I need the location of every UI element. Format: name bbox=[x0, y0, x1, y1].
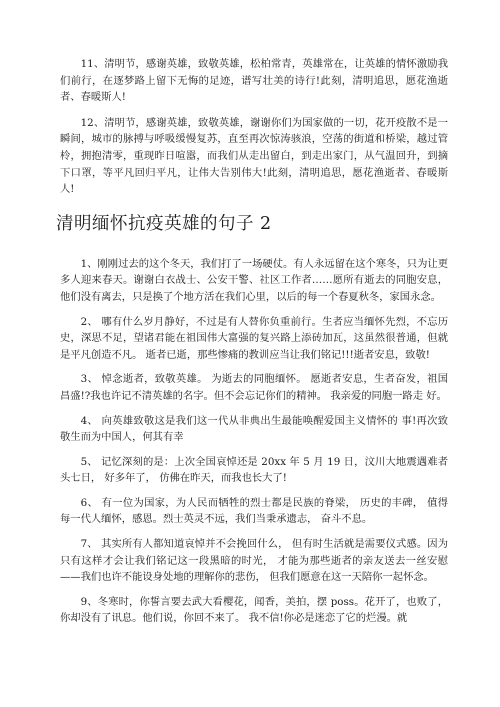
section-title: 清明缅怀抗疫英雄的句子 2 bbox=[56, 213, 272, 234]
section-paragraph-4: 4、 向英雄致敬这是我们这一代从非典出生最能唤醒爱国主义情怀的 事!再次致 敬生而为中国人，何其有幸 bbox=[60, 414, 448, 444]
section-paragraph-3: 3、 悼念逝者，致敬英雄。 为逝去的同胞缅怀。 愿逝者安息，生者奋发，祖国 昌盛!?我也许记不清英雄的名字。但不会忘记你们的精神。 我亲爱的同胞一路走 好。 bbox=[60, 373, 448, 402]
section-paragraph-1: 1、刚刚过去的这个冬天，我们打了一场硬仗。有人永远留在这个寒冬，只为让更多人迎来春天。谢谢白衣战士、公安干警、社区工作者……愿所有逝去的同胞安息，他们没有离去，只是换了个地方活在我们心里，以后的每一个春夏秋冬，家国永念。 bbox=[60, 257, 448, 303]
section-paragraph-5: 5、 记忆深刻的是：上次全国哀悼还是 20xx 年 5 月 19 日，汶川大地震遇难者头七日， 好多年了， 仿佛在昨天，而我也长大了! bbox=[60, 455, 448, 485]
paragraph-12: 12、清明节，感谢英雄，致敬英雄，谢谢你们为国家做的一切，花开疫散不是一瞬间，城市的脉搏与呼吸缓慢复苏，直至再次惊涛骇浪，空荡的街道和桥梁，越过管柃，拥抱清零，重现昨日喧嚣，而我们从走出留白，到走出家门，从气温回升，到摘下口罩，等平凡回归平凡，让伟大告别伟大!此刻，清明追思，愿花渔逝者、春暖斯人! bbox=[60, 116, 448, 196]
section-paragraph-6: 6、 有一位为国家，为人民而牺牲的烈士都是民族的脊梁， 历史的丰碑， 值得 每一代人缅怀，感恩。烈士英灵不远，我们当秉承遗志， 奋斗不息。 bbox=[60, 496, 448, 526]
section-paragraph-2: 2、 哪有什么岁月静好，不过是有人替你负重前行。生者应当缅怀先烈，不忘历史，深思不足，望诸君能在祖国伟大富强的复兴路上添砖加瓦，这虽然很普通，但就是平凡创造不凡。 逝者已逝，那些惨痛的教训应当让我们铭记!!!逝者安息，致敬! bbox=[60, 315, 448, 361]
section-paragraph-7: 7、 其实所有人都知道哀悼并不会挽回什么， 但有时生活就是需要仪式感。因为只有这样才会让我们铭记这一段黑暗的时光， 才能为那些逝者的亲友送去一丝安慰——我们也许不能设身处地的理解你的悲伤， 但我们愿意在这一天陪你一起怀念。 bbox=[60, 538, 448, 584]
section-paragraph-9: 9、冬寒时，你誓言要去武大看樱花，闻香，美拍，摆 poss。花开了，也败了，你却没有了讯息。他们说，你回不来了。 我不信!你必是迷恋了它的烂漫。就 bbox=[60, 595, 448, 625]
paragraph-11: 11、清明节，感谢英雄，致敬英雄，松柏常青，英雄常在，让英雄的情怀激励我们前行，在逐梦路上留下无悔的足迹，谱写壮美的诗行!此刻，清明追思，愿花渔逝者、春暖斯人! bbox=[60, 58, 448, 104]
